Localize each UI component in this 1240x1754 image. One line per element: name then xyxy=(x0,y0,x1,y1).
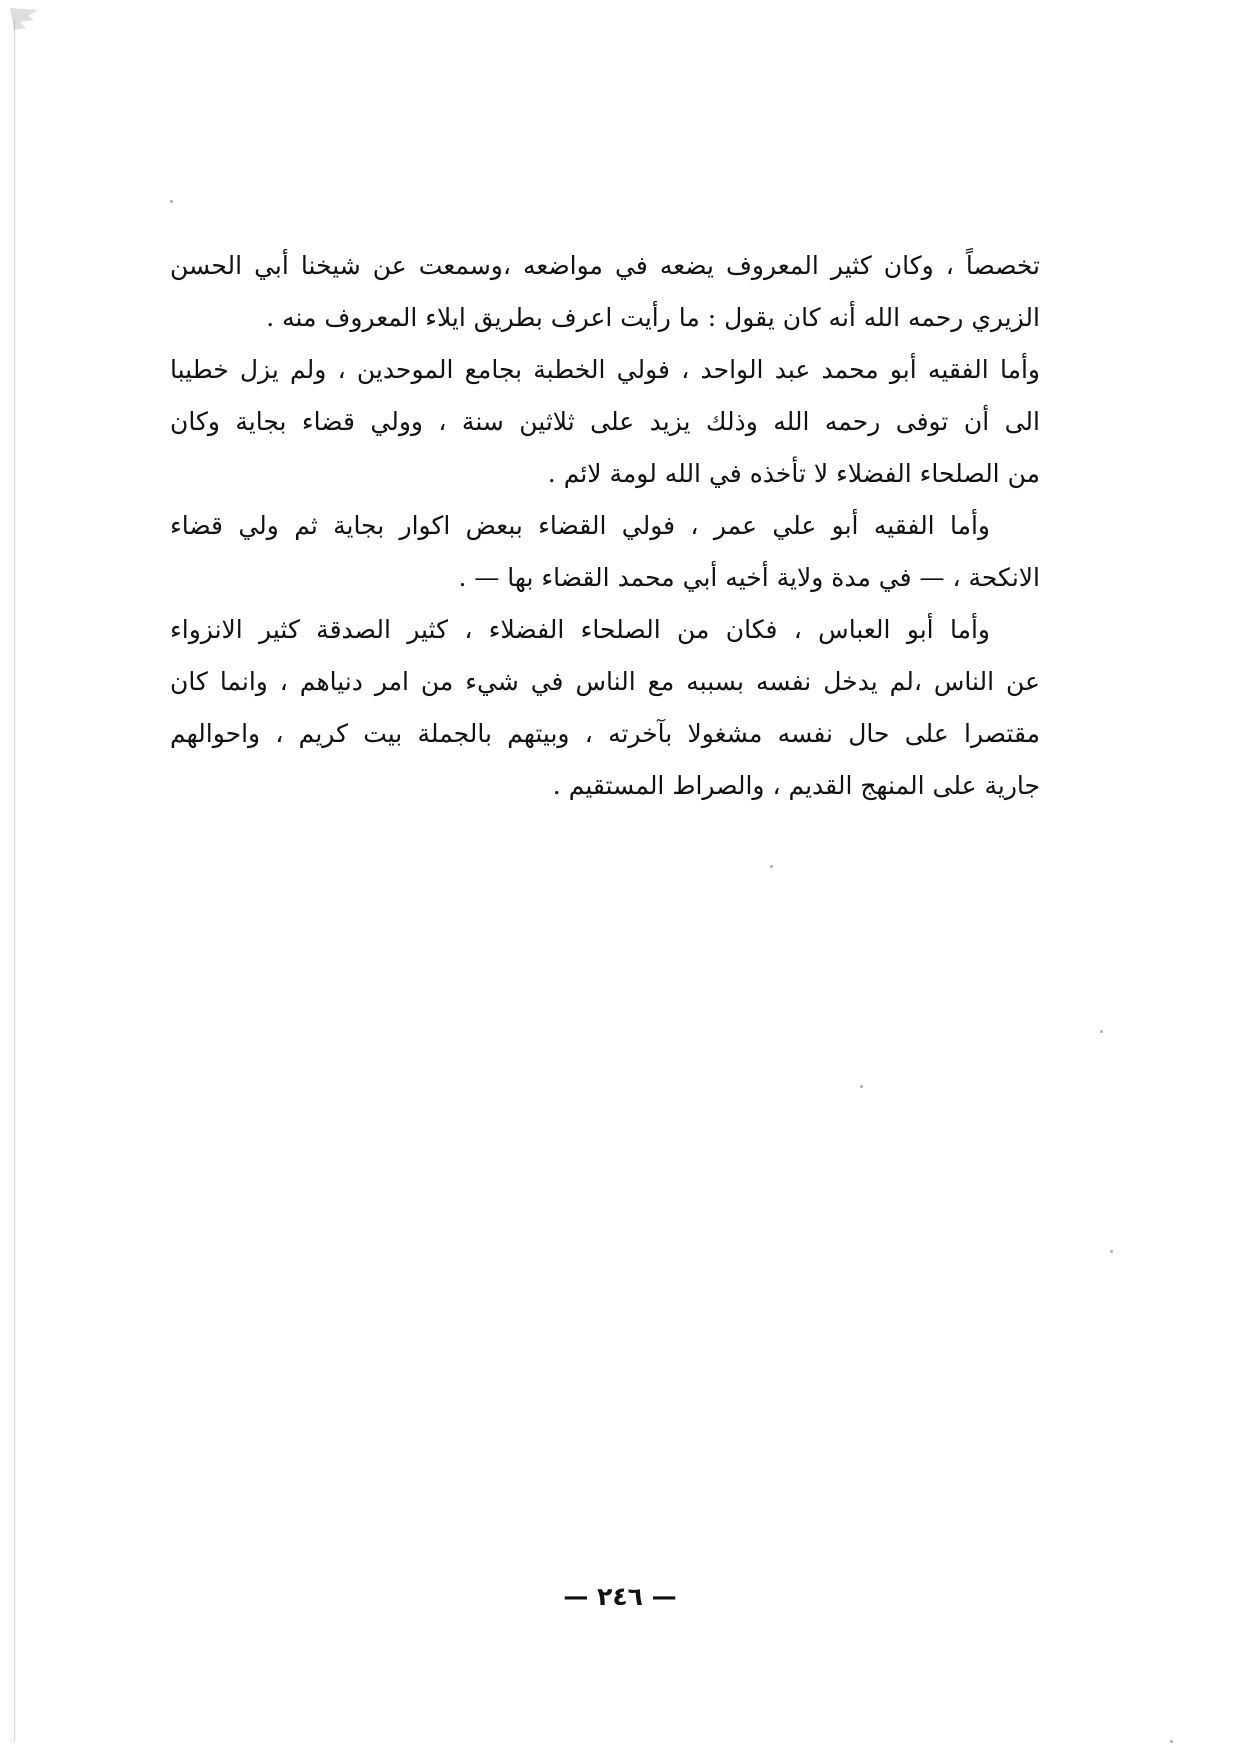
paragraph-4 xyxy=(170,604,1040,812)
page-number: — ٢٤٦ — xyxy=(563,1582,677,1611)
scan-margin-dots xyxy=(14,20,27,1740)
text-line: من الصلحاء الفضلاء لا تأخذه في الله لومة لائم . xyxy=(547,459,1040,488)
body-text xyxy=(170,240,1040,812)
scan-speck xyxy=(1100,1030,1103,1033)
text-line: وأما الفقيه أبو محمد عبد الواحد ، فولي الخطبة بجامع الموحدين ، ولم يزل خطيبا xyxy=(170,355,1040,384)
scan-speck xyxy=(860,1085,863,1088)
text-line: عن الناس ،لم يدخل نفسه بسببه مع الناس في شيء من امر دنياهم ، وانما كان xyxy=(170,667,1040,696)
text-line: وأما أبو العباس ، فكان من الصلحاء الفضلاء ، كثير الصدقة كثير الانزواء xyxy=(170,615,990,644)
text-line: الانكحة ، — في مدة ولاية أخيه أبي محمد القضاء بها — . xyxy=(458,563,1040,592)
text-line: جارية على المنهج القديم ، والصراط المستقيم . xyxy=(552,771,1040,800)
paragraph-3 xyxy=(170,500,1040,604)
scan-speck xyxy=(1110,1250,1113,1253)
text-line: وأما الفقيه أبو علي عمر ، فولي القضاء ببعض اكوار بجاية ثم ولي قضاء xyxy=(170,511,990,540)
scan-speck xyxy=(170,200,173,203)
scan-speck xyxy=(770,865,773,868)
paragraph-2 xyxy=(170,344,1040,500)
text-line: مقتصرا على حال نفسه مشغولا بآخرته ، وبيتهم بالجملة بيت كريم ، واحوالهم xyxy=(170,719,1040,748)
paragraph-1 xyxy=(170,240,1040,344)
text-line: الزيري رحمه الله أنه كان يقول : ما رأيت اعرف بطريق ايلاء المعروف منه . xyxy=(266,303,1040,332)
text-line: الى أن توفى رحمه الله وذلك يزيد على ثلاثين سنة ، وولي قضاء بجاية وكان xyxy=(170,407,1040,436)
scan-speck xyxy=(1170,1740,1173,1743)
text-line: تخصصاً ، وكان كثير المعروف يضعه في مواضعه ،وسمعت عن شيخنا أبي الحسن xyxy=(170,251,1040,280)
